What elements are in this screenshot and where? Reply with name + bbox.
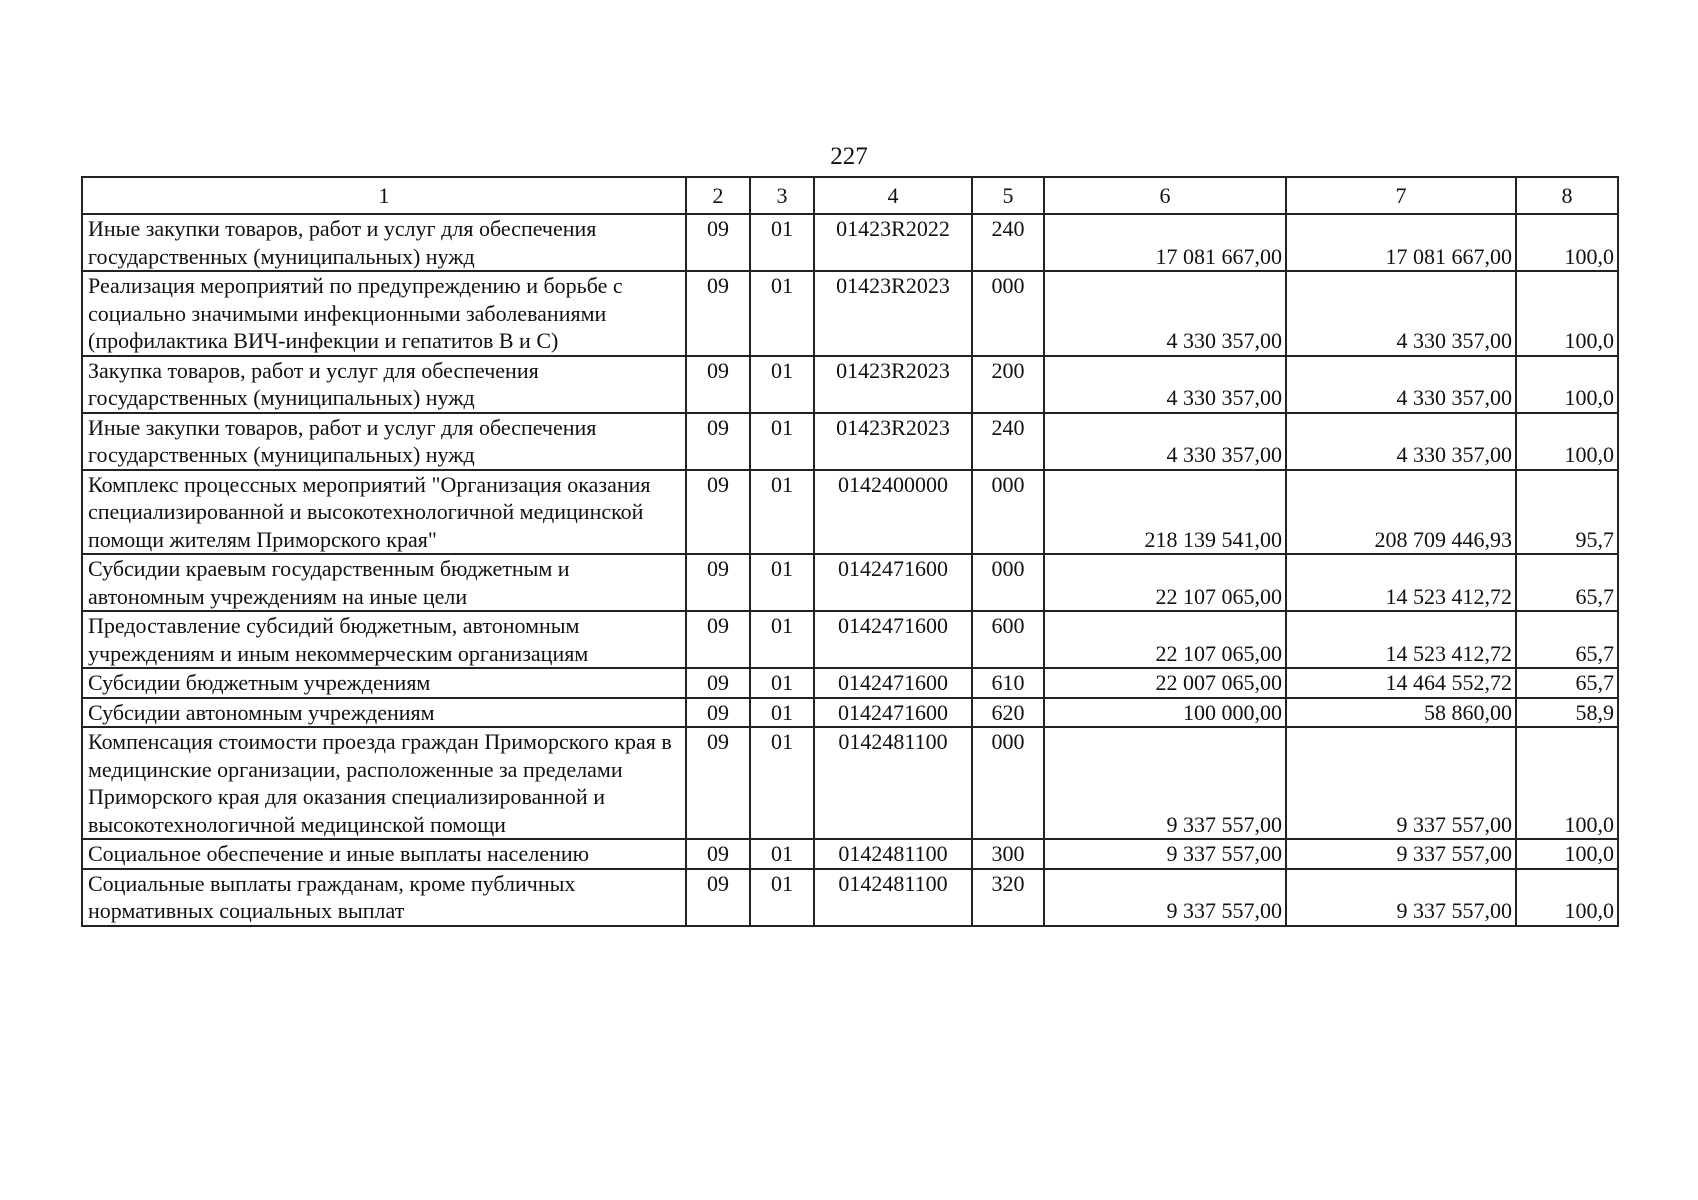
subsection-code: 01: [750, 356, 814, 413]
percent-value: 65,7: [1516, 611, 1618, 668]
column-header: 4: [814, 177, 972, 214]
target-code: 0142481100: [814, 869, 972, 926]
target-code: 0142481100: [814, 839, 972, 869]
subsection-code: 01: [750, 698, 814, 728]
expense-code: 000: [972, 554, 1044, 611]
percent-value: 100,0: [1516, 214, 1618, 271]
section-code: 09: [686, 214, 750, 271]
column-header: 1: [82, 177, 686, 214]
section-code: 09: [686, 869, 750, 926]
table-row: [82, 869, 1618, 926]
actual-amount: 9 337 557,00: [1286, 839, 1516, 869]
plan-amount: 9 337 557,00: [1044, 839, 1286, 869]
percent-value: 100,0: [1516, 839, 1618, 869]
expense-code: 610: [972, 668, 1044, 698]
table-row: [82, 470, 1618, 555]
plan-amount: 22 107 065,00: [1044, 554, 1286, 611]
row-name: Социальные выплаты гражданам, кроме публичных нормативных социальных выплат: [82, 869, 686, 926]
target-code: 0142471600: [814, 554, 972, 611]
row-name: Субсидии бюджетным учреждениям: [82, 668, 686, 698]
table-row: [82, 214, 1618, 271]
budget-table: [81, 176, 1619, 927]
plan-amount: 22 007 065,00: [1044, 668, 1286, 698]
plan-amount: 4 330 357,00: [1044, 356, 1286, 413]
row-name: Компенсация стоимости проезда граждан Приморского края в медицинские организации, расположенные за пределами Приморского края для оказания специализированной и высокотехнологичной медицинской помощи: [82, 727, 686, 839]
subsection-code: 01: [750, 869, 814, 926]
expense-code: 000: [972, 470, 1044, 555]
subsection-code: 01: [750, 214, 814, 271]
actual-amount: 4 330 357,00: [1286, 271, 1516, 356]
actual-amount: 14 523 412,72: [1286, 554, 1516, 611]
plan-amount: 9 337 557,00: [1044, 869, 1286, 926]
row-name: Социальное обеспечение и иные выплаты населению: [82, 839, 686, 869]
actual-amount: 208 709 446,93: [1286, 470, 1516, 555]
table-row: [82, 668, 1618, 698]
target-code: 01423R2023: [814, 356, 972, 413]
percent-value: 65,7: [1516, 668, 1618, 698]
table-row: [82, 839, 1618, 869]
row-name: Иные закупки товаров, работ и услуг для обеспечения государственных (муниципальных) нужд: [82, 413, 686, 470]
percent-value: 100,0: [1516, 727, 1618, 839]
section-code: 09: [686, 271, 750, 356]
target-code: 01423R2023: [814, 413, 972, 470]
expense-code: 240: [972, 214, 1044, 271]
target-code: 0142471600: [814, 611, 972, 668]
target-code: 01423R2022: [814, 214, 972, 271]
plan-amount: 100 000,00: [1044, 698, 1286, 728]
column-header: 3: [750, 177, 814, 214]
target-code: 01423R2023: [814, 271, 972, 356]
expense-code: 620: [972, 698, 1044, 728]
section-code: 09: [686, 668, 750, 698]
expense-code: 600: [972, 611, 1044, 668]
actual-amount: 58 860,00: [1286, 698, 1516, 728]
plan-amount: 9 337 557,00: [1044, 727, 1286, 839]
percent-value: 100,0: [1516, 413, 1618, 470]
percent-value: 65,7: [1516, 554, 1618, 611]
row-name: Субсидии автономным учреждениям: [82, 698, 686, 728]
actual-amount: 9 337 557,00: [1286, 727, 1516, 839]
subsection-code: 01: [750, 668, 814, 698]
row-name: Закупка товаров, работ и услуг для обеспечения государственных (муниципальных) нужд: [82, 356, 686, 413]
row-name: Комплекс процессных мероприятий "Организация оказания специализированной и высокотехнологичной медицинской помощи жителям Приморского края": [82, 470, 686, 555]
section-code: 09: [686, 413, 750, 470]
actual-amount: 9 337 557,00: [1286, 869, 1516, 926]
column-header: 7: [1286, 177, 1516, 214]
column-header: 6: [1044, 177, 1286, 214]
target-code: 0142481100: [814, 727, 972, 839]
section-code: 09: [686, 611, 750, 668]
subsection-code: 01: [750, 727, 814, 839]
subsection-code: 01: [750, 413, 814, 470]
subsection-code: 01: [750, 271, 814, 356]
section-code: 09: [686, 727, 750, 839]
percent-value: 58,9: [1516, 698, 1618, 728]
actual-amount: 17 081 667,00: [1286, 214, 1516, 271]
target-code: 0142400000: [814, 470, 972, 555]
percent-value: 100,0: [1516, 356, 1618, 413]
expense-code: 000: [972, 727, 1044, 839]
actual-amount: 4 330 357,00: [1286, 356, 1516, 413]
section-code: 09: [686, 839, 750, 869]
expense-code: 240: [972, 413, 1044, 470]
table-row: [82, 413, 1618, 470]
column-header: 8: [1516, 177, 1618, 214]
page-number: 227: [830, 143, 868, 170]
expense-code: 200: [972, 356, 1044, 413]
table-row: [82, 727, 1618, 839]
target-code: 0142471600: [814, 668, 972, 698]
table-row: [82, 611, 1618, 668]
actual-amount: 14 464 552,72: [1286, 668, 1516, 698]
plan-amount: 22 107 065,00: [1044, 611, 1286, 668]
column-header: 5: [972, 177, 1044, 214]
row-name: Предоставление субсидий бюджетным, автономным учреждениям и иным некоммерческим организациям: [82, 611, 686, 668]
expense-code: 300: [972, 839, 1044, 869]
percent-value: 100,0: [1516, 869, 1618, 926]
subsection-code: 01: [750, 839, 814, 869]
subsection-code: 01: [750, 611, 814, 668]
plan-amount: 4 330 357,00: [1044, 271, 1286, 356]
section-code: 09: [686, 470, 750, 555]
subsection-code: 01: [750, 470, 814, 555]
table-row: [82, 554, 1618, 611]
table-row: [82, 271, 1618, 356]
section-code: 09: [686, 554, 750, 611]
plan-amount: 17 081 667,00: [1044, 214, 1286, 271]
actual-amount: 4 330 357,00: [1286, 413, 1516, 470]
column-header: 2: [686, 177, 750, 214]
row-name: Реализация мероприятий по предупреждению и борьбе с социально значимыми инфекционными заболеваниями (профилактика ВИЧ-инфекции и гепатитов В и С): [82, 271, 686, 356]
actual-amount: 14 523 412,72: [1286, 611, 1516, 668]
percent-value: 95,7: [1516, 470, 1618, 555]
percent-value: 100,0: [1516, 271, 1618, 356]
table-row: [82, 698, 1618, 728]
plan-amount: 4 330 357,00: [1044, 413, 1286, 470]
target-code: 0142471600: [814, 698, 972, 728]
header-row: [82, 177, 1618, 214]
table-row: [82, 356, 1618, 413]
row-name: Иные закупки товаров, работ и услуг для обеспечения государственных (муниципальных) нужд: [82, 214, 686, 271]
expense-code: 320: [972, 869, 1044, 926]
section-code: 09: [686, 356, 750, 413]
expense-code: 000: [972, 271, 1044, 356]
section-code: 09: [686, 698, 750, 728]
row-name: Субсидии краевым государственным бюджетным и автономным учреждениям на иные цели: [82, 554, 686, 611]
subsection-code: 01: [750, 554, 814, 611]
plan-amount: 218 139 541,00: [1044, 470, 1286, 555]
